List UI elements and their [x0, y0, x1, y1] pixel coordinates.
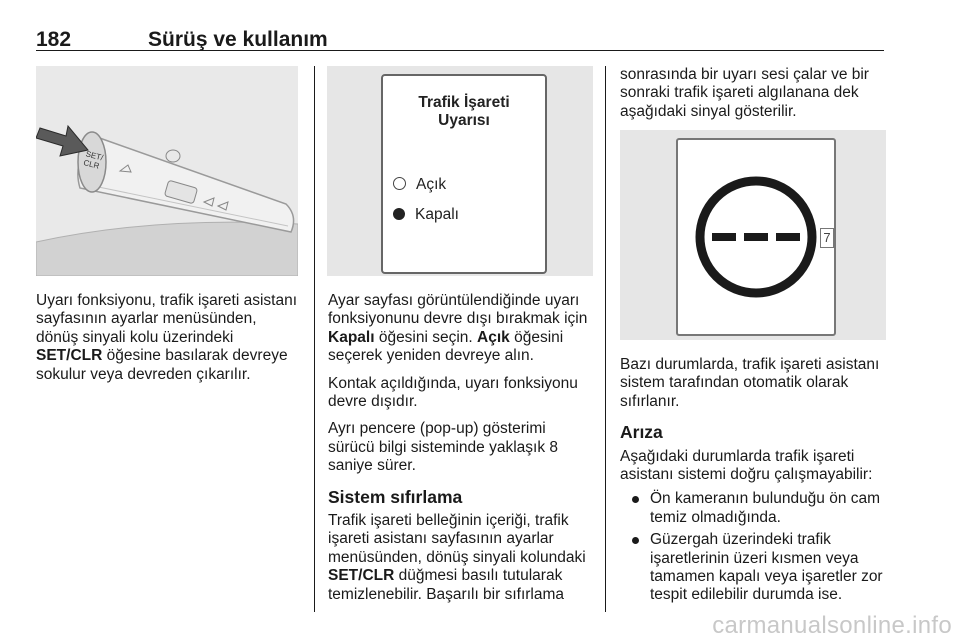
sign-side-number: 7 [820, 228, 834, 248]
sign-signal-figure [620, 130, 886, 340]
watermark: carmanualsonline.info [712, 612, 952, 639]
column-3-top [620, 66, 886, 130]
radio-filled-icon [393, 208, 405, 220]
stalk-illustration [36, 66, 298, 276]
page-number: 182 [36, 28, 72, 51]
menu-option-off: Kapalı [393, 206, 459, 224]
col2-paragraph-3: Ayrı pencere (pop-up) gösterimi sürücü bilgi sisteminde yaklaşık 8 saniye sürer. [328, 420, 559, 475]
menu-display-figure [327, 66, 593, 276]
chapter-title: Sürüş ve kullanım [148, 28, 328, 51]
col2-paragraph-2: Kontak açıldığında, uyarı fonksiyonu devre dışıdır. [328, 374, 578, 411]
col1-paragraph-1: Uyarı fonksiyonu, trafik işareti asistanı sayfasının ayarlar menüsünden, dönüş sinyali kolu üzerindeki SET/CLR öğesine basılarak devreye sokulur veya devreden çıkarılır. [36, 292, 298, 383]
menu-screen [381, 74, 547, 274]
sign-screen [676, 138, 836, 336]
column-3-bottom [620, 356, 888, 609]
column-1 [36, 292, 298, 393]
list-item: Güzergah üzerindeki trafik işaretlerinin üzeri kısmen veya tamamen kapalı veya işaretler zor tespit edilebilir durumda ise. [620, 531, 888, 605]
column-divider-1 [314, 66, 315, 612]
col3-paragraph-1: sonrasında bir uyarı sesi çalar ve bir sonraki trafik işareti algılanana dek aşağıdaki sinyal gösterilir. [620, 66, 869, 120]
col3-paragraph-2: Bazı durumlarda, trafik işareti asistanı sistem tarafından otomatik olarak sıfırlanır. [620, 356, 880, 410]
stalk-drawing [36, 66, 298, 276]
col3-paragraph-3: Aşağıdaki durumlarda trafik işareti asistanı sistemi doğru çalışmayabilir: [620, 447, 873, 484]
stalk-set-label: SET/ [84, 149, 105, 163]
column-2 [328, 292, 594, 613]
stalk-clr-label: CLR [82, 158, 101, 171]
heading-system-reset: Sistem sıfırlama [328, 486, 463, 507]
col2-paragraph-1: Ayar sayfası görüntülendiğinde uyarı fonksiyonunu devre dışı bırakmak için Kapalı öğesini seçin. Açık öğesini seçerek yeniden devreye alın. [328, 292, 588, 365]
fault-bullet-list [620, 490, 888, 604]
menu-option-on: Açık [393, 176, 446, 194]
column-divider-2 [605, 66, 606, 612]
menu-title: Trafik İşareti Uyarısı [418, 94, 510, 129]
col2-paragraph-4: Trafik işareti belleğinin içeriği, trafik işareti asistanı sayfasının ayarlar menüsünden, dönüş sinyali kolundaki SET/CLR düğmesi basılı tutularak temizlenebilir. Başarılı bir sıfırlama [328, 512, 586, 603]
radio-empty-icon [393, 177, 406, 190]
heading-fault: Arıza [620, 422, 663, 443]
page-header [36, 14, 884, 51]
list-item: Ön kameranın bulunduğu ön cam temiz olmadığında. [620, 490, 888, 527]
no-restriction-sign-icon [678, 140, 834, 334]
